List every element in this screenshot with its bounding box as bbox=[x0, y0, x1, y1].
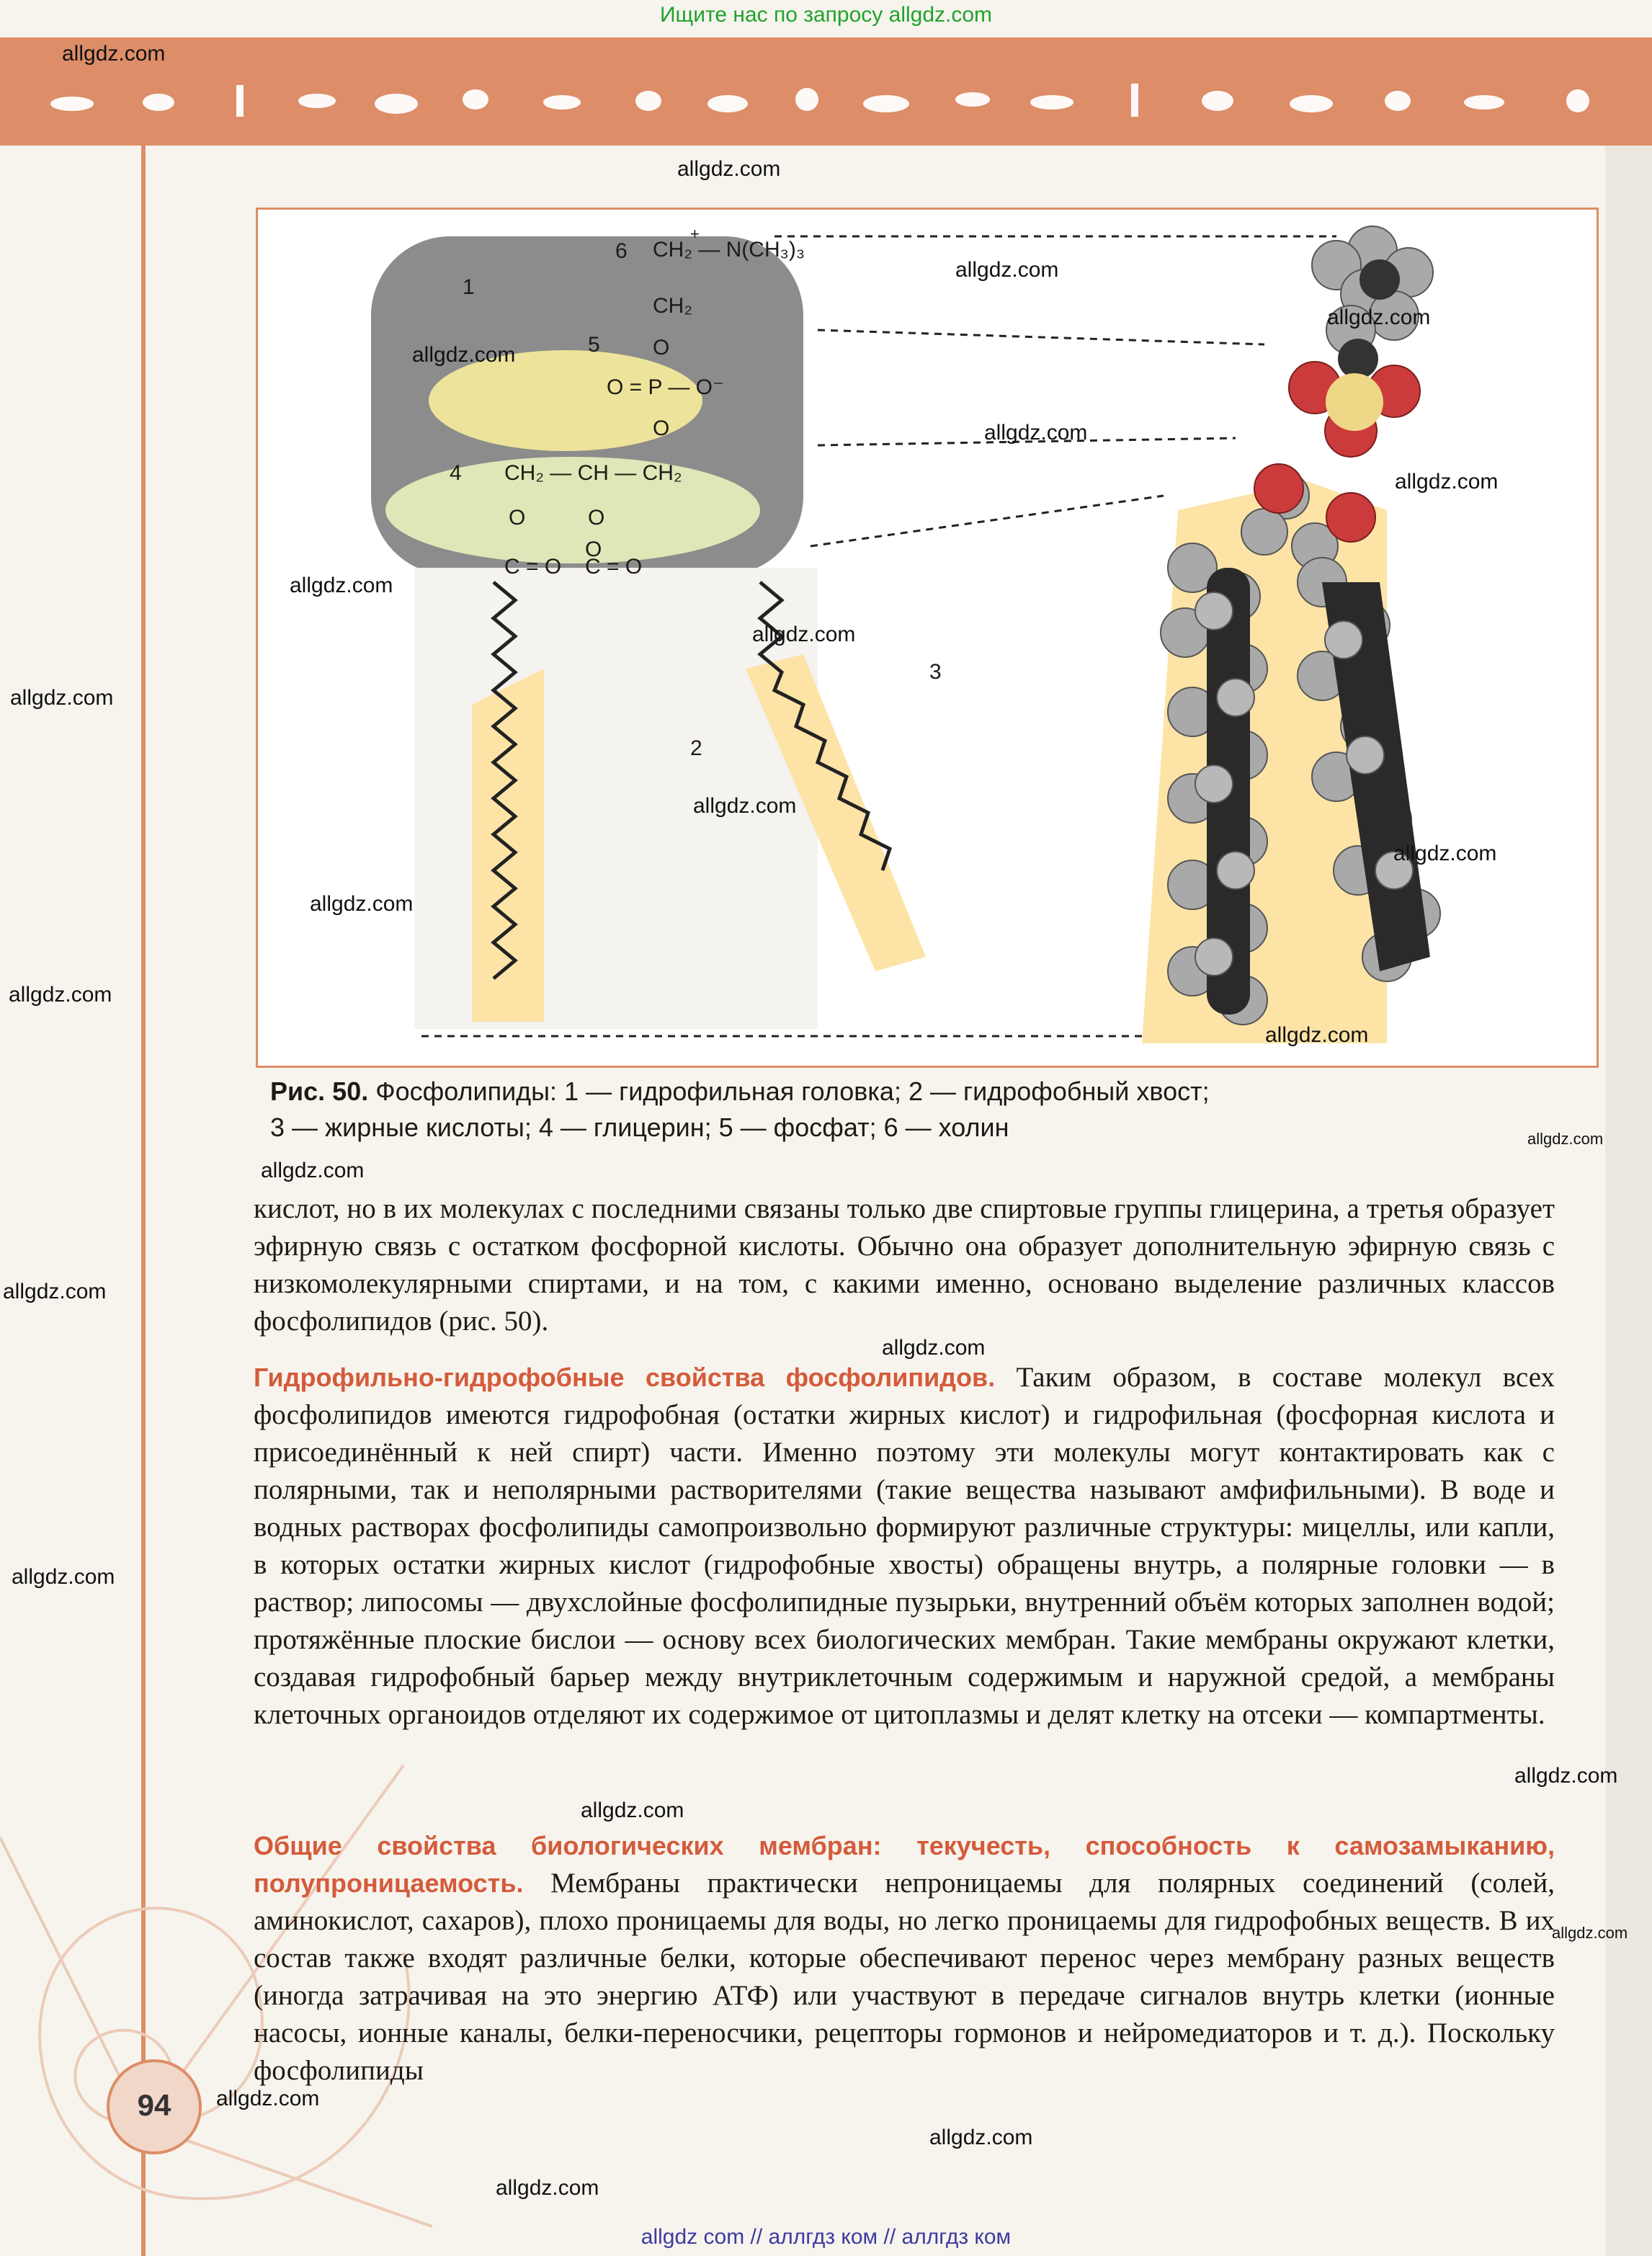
watermark: allgdz.com bbox=[310, 892, 414, 916]
figure-label-5: 5 bbox=[588, 333, 600, 357]
watermark: allgdz.com bbox=[412, 343, 516, 367]
watermark: allgdz.com bbox=[12, 1565, 115, 1589]
watermark: allgdz.com bbox=[9, 983, 112, 1007]
watermark: allgdz.com bbox=[1265, 1023, 1369, 1047]
figure-label-1: 1 bbox=[463, 275, 475, 299]
page-number: 94 bbox=[137, 2088, 171, 2122]
watermark: allgdz.com bbox=[261, 1159, 365, 1182]
watermark: allgdz.com bbox=[693, 794, 797, 818]
watermark: allgdz.com bbox=[752, 623, 856, 646]
section-heading-amphiphilic: Гидрофильно-гидрофобные свойства фосфолипидов. bbox=[254, 1363, 996, 1392]
watermark: allgdz.com bbox=[1393, 842, 1497, 865]
paragraph-3 bbox=[254, 1827, 1555, 2090]
oxygen-1: O bbox=[653, 336, 670, 360]
watermark: allgdz.com bbox=[3, 1280, 107, 1303]
watermark: allgdz.com bbox=[955, 258, 1059, 282]
figure-label-4: 4 bbox=[450, 461, 462, 485]
phosphate-group: O = P — O⁻ bbox=[607, 375, 724, 399]
watermark: allgdz.com bbox=[10, 686, 114, 710]
figure-label-2: 2 bbox=[690, 736, 702, 760]
caption-line-1: Фосфолипиды: 1 — гидрофильная головка; 2 — гидрофобный хвост; bbox=[368, 1076, 1210, 1106]
phospholipid-figure bbox=[256, 208, 1599, 1068]
paragraph-2 bbox=[254, 1359, 1555, 1734]
watermark: allgdz.com bbox=[1327, 306, 1431, 329]
figure-label-3: 3 bbox=[929, 660, 942, 684]
watermark: allgdz.com bbox=[1527, 1130, 1604, 1148]
oxygen-2: O bbox=[653, 416, 670, 440]
watermark: allgdz.com bbox=[62, 42, 166, 66]
footer-links[interactable]: allgdz com // аллгдз ком // аллгдз ком bbox=[640, 2225, 1012, 2249]
paragraph-3-body: Мембраны практически непроницаемы для полярных соединений (солей, аминокислот, сахаров), плохо проницаемы для воды, но легко проницаемы для гидрофобных веществ. В их состав также входят различные белки, которые обеспечивают перенос через мембрану разных веществ (иногда затрачивая на это энергию АТФ) или участвуют в передаче сигналов внутрь клетки (ионные насосы, ионные каналы, белки-переносчики, рецепторы гормонов и нейромедиаторов и т. д.). Поскольку фосфолипиды bbox=[254, 1868, 1555, 2086]
choline-charge: + bbox=[690, 225, 700, 243]
caption-figure-number: Рис. 50. bbox=[270, 1076, 369, 1106]
paragraph-1: кислот, но в их молекулах с последними связаны только две спиртовые группы глицерина, а третья образует эфирную связь с остатком фосфорной кислоты. Обычно она образует дополнительную эфирную связь с низкомолекулярными спиртами, и на том, с какими именно, основано выделение различных классов фосфолипидов (рис. 50). bbox=[254, 1193, 1555, 1337]
oxygen-5: O bbox=[585, 538, 602, 561]
watermark: allgdz.com bbox=[677, 157, 781, 181]
choline-group: CH₂ — N(CH₃)₃ bbox=[653, 238, 805, 262]
paragraph-2-body: Таким образом, в составе молекул всех фосфолипидов имеются гидрофобная (остатки жирных кислот) и гидрофильная (фосфорная кислота и присоединённый к ней спирт) части. Именно поэтому эти молекулы могут контактировать как с полярными, так и неполярными растворителями (такие вещества называют амфифильными). В воде и водных растворах фосфолипиды самопроизвольно формируют различные структуры: мицеллы, или капли, в которых остатки жирных кислот (гидрофобные хвосты) обращены внутрь, а полярные головки — в раствор; липосомы — двухслойные фосфолипидные пузырьки, внутренний объём которых заполнен водой; протяжённые плоские бислои — основу всех биологических мембран. Такие мембраны окружают клетки, создавая гидрофобный барьер между внутриклеточным содержимым и наружной средой, а мембраны клеточных органоидов отделяют их содержимое от цитоплазмы и делят клетку на отсеки — компартменты. bbox=[254, 1362, 1555, 1730]
glycerol-group: CH₂ — CH — CH₂ bbox=[504, 461, 682, 485]
ester-carbonyl-1: C = O bbox=[504, 555, 562, 579]
figure-caption bbox=[270, 1074, 1567, 1146]
caption-line-2: 3 — жирные кислоты; 4 — глицерин; 5 — фосфат; 6 — холин bbox=[270, 1113, 1009, 1142]
watermark: allgdz.com bbox=[929, 2126, 1033, 2149]
ester-carbonyl-2: C = O bbox=[585, 555, 643, 579]
oxygen-4: O bbox=[588, 506, 605, 530]
oxygen-3: O bbox=[509, 506, 526, 530]
watermark: allgdz.com bbox=[496, 2176, 599, 2200]
watermark: allgdz.com bbox=[882, 1336, 986, 1360]
watermark: allgdz.com bbox=[290, 574, 393, 597]
animal-silhouettes-decoration bbox=[43, 78, 1628, 124]
search-hint[interactable]: Ищите нас по запросу allgdz.com bbox=[659, 3, 993, 27]
watermark: allgdz.com bbox=[216, 2087, 320, 2110]
watermark: allgdz.com bbox=[1514, 1764, 1618, 1788]
ch2-group: CH₂ bbox=[653, 294, 692, 318]
page-number-badge bbox=[107, 2059, 202, 2154]
section-heading-membranes: Общие свойства биологических мембран: текучесть, способность к самозамыканию, полупроницаемость. bbox=[254, 1831, 1555, 1898]
watermark: allgdz.com bbox=[581, 1798, 684, 1822]
figure-label-6: 6 bbox=[615, 239, 628, 263]
watermark: allgdz.com bbox=[984, 421, 1088, 445]
watermark: allgdz.com bbox=[1552, 1924, 1628, 1942]
space-filling-model bbox=[1142, 226, 1440, 1043]
watermark: allgdz.com bbox=[1395, 470, 1499, 494]
